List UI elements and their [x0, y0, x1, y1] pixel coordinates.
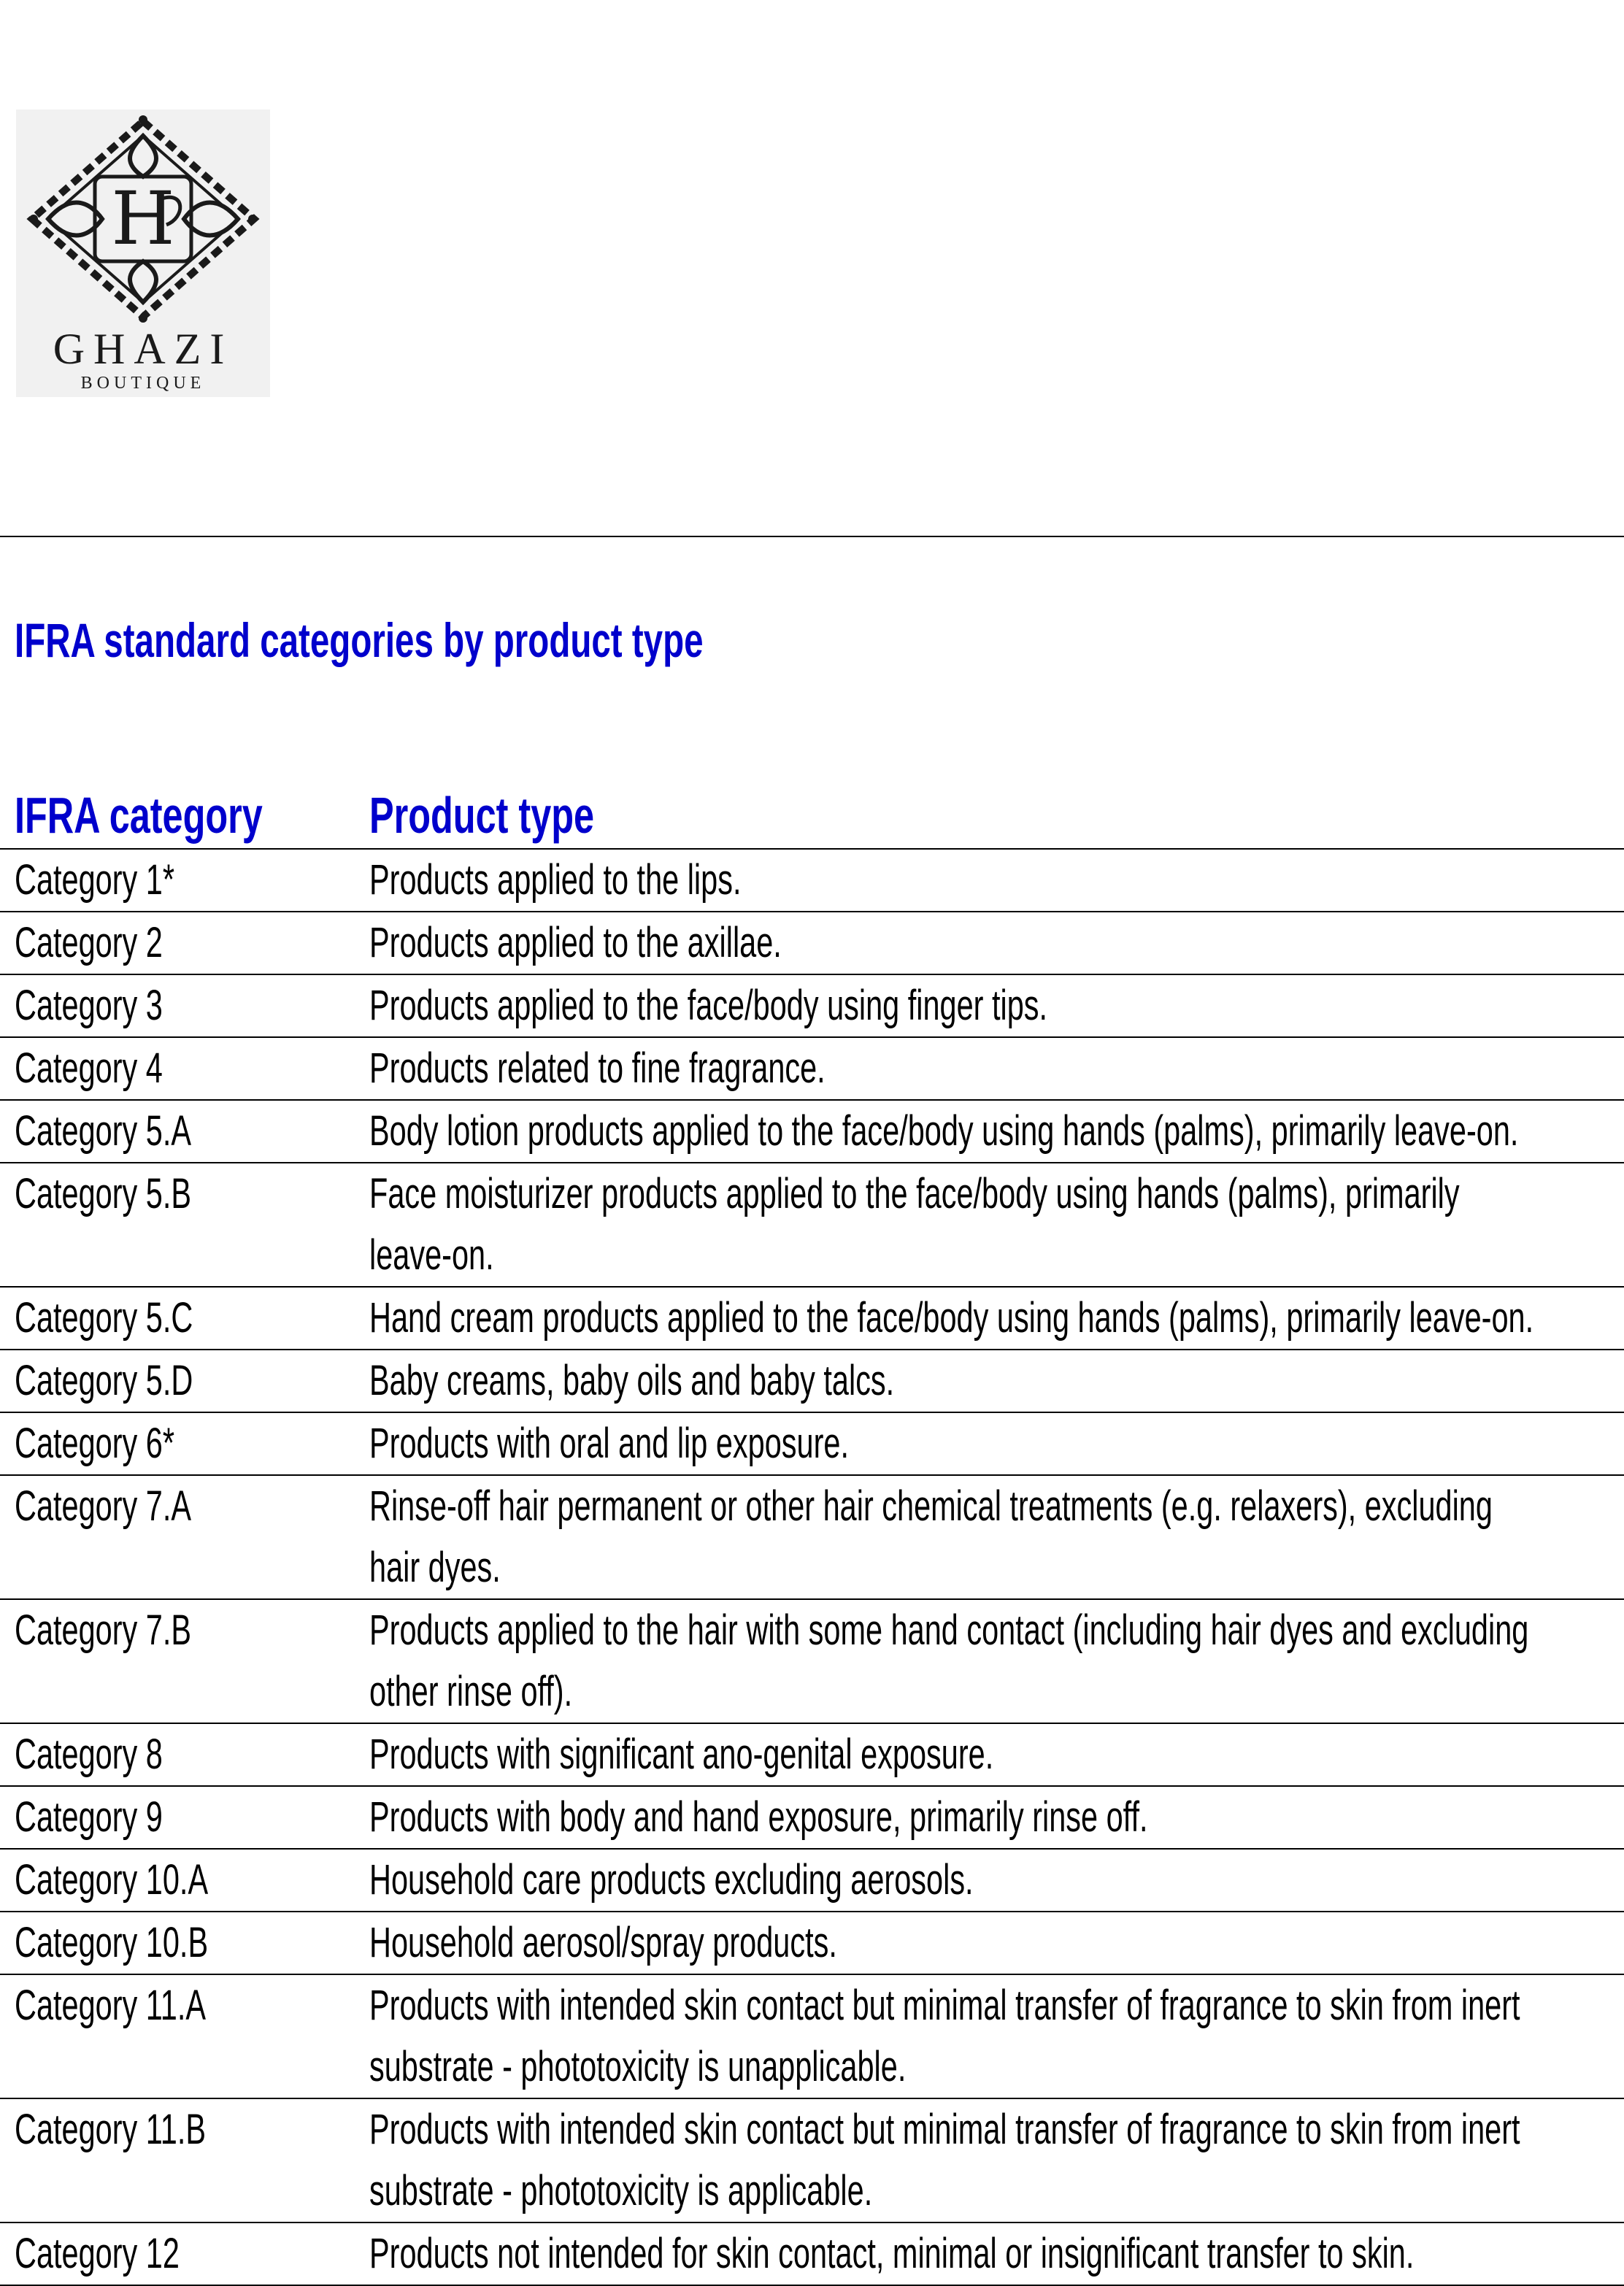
- table-row: [0, 1287, 1624, 1350]
- product-type-cell: Household care products excluding aerosols.: [355, 1849, 1624, 1912]
- category-cell: Category 10.B: [0, 1912, 355, 1974]
- table-row: [0, 1100, 1624, 1163]
- table-header-row: [0, 780, 1624, 849]
- logo-tagline: BOUTIQUE: [80, 374, 206, 393]
- table-row: [0, 974, 1624, 1037]
- category-cell: Category 9: [0, 1786, 355, 1849]
- table-row: [0, 1849, 1624, 1912]
- product-type-cell: Hand cream products applied to the face/body using hands (palms), primarily leave-on.: [355, 1287, 1624, 1350]
- product-type-cell: Products with significant ano-genital exposure.: [355, 1723, 1624, 1786]
- brand-logo: [16, 109, 270, 397]
- product-type-cell: Products applied to the lips.: [355, 849, 1624, 912]
- product-type-cell: Products related to fine fragrance.: [355, 1037, 1624, 1100]
- table-row: [0, 1786, 1624, 1849]
- column-header-category: IFRA category: [0, 780, 355, 849]
- table-row: [0, 1723, 1624, 1786]
- category-cell: Category 1*: [0, 849, 355, 912]
- category-cell: Category 2: [0, 912, 355, 974]
- product-type-cell: Products with intended skin contact but minimal transfer of fragrance to skin from inert substrate - phototoxicity is applicable.: [355, 2098, 1624, 2222]
- category-cell: Category 8: [0, 1723, 355, 1786]
- table-row: [0, 1475, 1624, 1599]
- category-cell: Category 11.A: [0, 1974, 355, 2098]
- product-type-cell: Products with intended skin contact but minimal transfer of fragrance to skin from inert substrate - phototoxicity is unapplicable.: [355, 1974, 1624, 2098]
- product-type-cell: Rinse-off hair permanent or other hair chemical treatments (e.g. relaxers), excluding hair dyes.: [355, 1475, 1624, 1599]
- product-type-cell: Products applied to the face/body using finger tips.: [355, 974, 1624, 1037]
- logo-name: GHAZI: [53, 325, 234, 373]
- table-row: [0, 1163, 1624, 1287]
- product-type-cell: Face moisturizer products applied to the face/body using hands (palms), primarily leave-on.: [355, 1163, 1624, 1287]
- header-divider: [0, 536, 1624, 537]
- product-type-cell: Products with body and hand exposure, primarily rinse off.: [355, 1786, 1624, 1849]
- product-type-cell: Body lotion products applied to the face/body using hands (palms), primarily leave-on.: [355, 1100, 1624, 1163]
- table-row: [0, 1350, 1624, 1412]
- product-type-cell: Baby creams, baby oils and baby talcs.: [355, 1350, 1624, 1412]
- product-type-cell: Products applied to the hair with some hand contact (including hair dyes and excluding other rinse off).: [355, 1599, 1624, 1723]
- category-cell: Category 5.A: [0, 1100, 355, 1163]
- category-cell: Category 5.D: [0, 1350, 355, 1412]
- table-row: [0, 849, 1624, 912]
- category-cell: Category 12: [0, 2222, 355, 2285]
- page-title: IFRA standard categories by product type: [15, 613, 704, 667]
- logo-monogram: H: [111, 176, 175, 261]
- category-cell: Category 11.B: [0, 2098, 355, 2222]
- table-row: [0, 2098, 1624, 2222]
- table-row: [0, 2222, 1624, 2285]
- column-header-product-type: Product type: [355, 780, 1624, 849]
- ifra-category-table: [0, 780, 1624, 2286]
- category-cell: Category 5.C: [0, 1287, 355, 1350]
- table-row: [0, 1599, 1624, 1723]
- product-type-cell: Products with oral and lip exposure.: [355, 1412, 1624, 1475]
- category-cell: Category 4: [0, 1037, 355, 1100]
- category-cell: Category 7.B: [0, 1599, 355, 1723]
- table-row: [0, 1912, 1624, 1974]
- product-type-cell: Household aerosol/spray products.: [355, 1912, 1624, 1974]
- product-type-cell: Products not intended for skin contact, minimal or insignificant transfer to skin.: [355, 2222, 1624, 2285]
- category-cell: Category 6*: [0, 1412, 355, 1475]
- table-row: [0, 912, 1624, 974]
- category-cell: Category 7.A: [0, 1475, 355, 1599]
- product-type-cell: Products applied to the axillae.: [355, 912, 1624, 974]
- category-cell: Category 3: [0, 974, 355, 1037]
- table-row: [0, 1037, 1624, 1100]
- category-cell: Category 5.B: [0, 1163, 355, 1287]
- table-row: [0, 1974, 1624, 2098]
- category-cell: Category 10.A: [0, 1849, 355, 1912]
- table-row: [0, 1412, 1624, 1475]
